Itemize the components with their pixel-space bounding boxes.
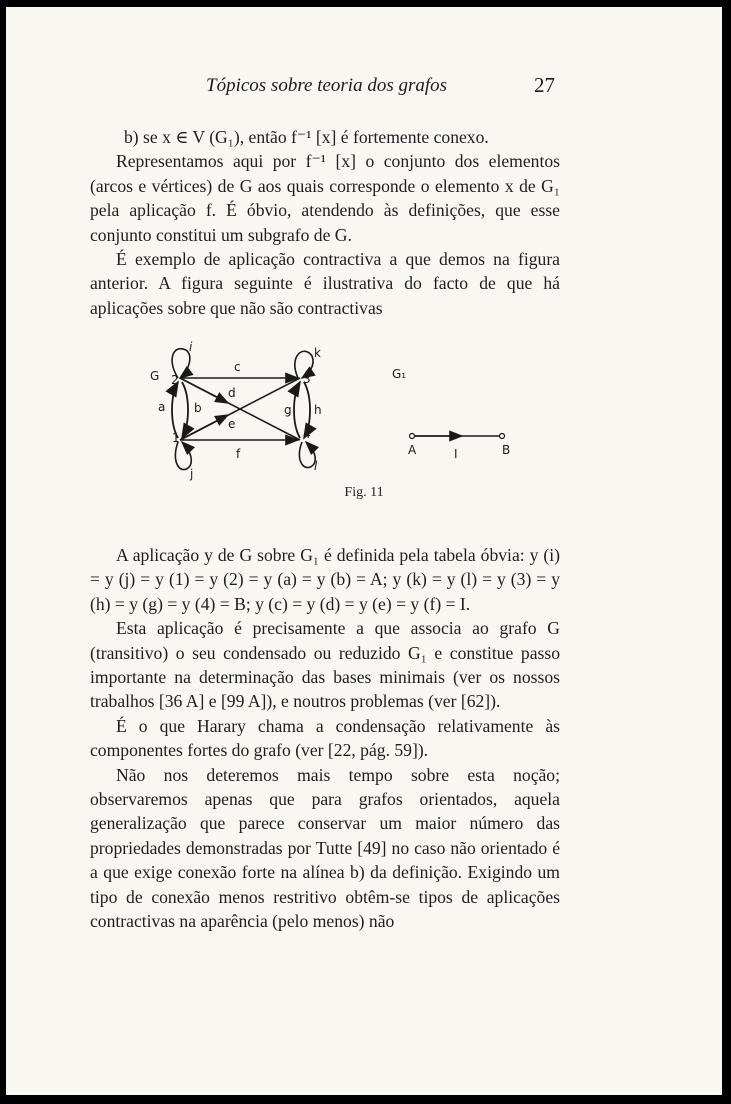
paragraph: Esta aplicação é precisamente a que associa ao grafo G (transitivo) o seu condensado ou reduzido G₁ e constitue passo importante na determinação das bases minimais (ver os nossos trabalhos [36 A] e [99 A]), e noutros problemas (ver [62]). bbox=[90, 618, 560, 712]
loop-label-i: i bbox=[189, 340, 193, 354]
arc-b bbox=[182, 382, 188, 438]
arc-label-b: b bbox=[194, 401, 202, 415]
running-title: Tópicos sobre teoria dos grafos bbox=[206, 75, 448, 96]
vertex-3-label: 3 bbox=[303, 372, 311, 386]
arc-label-d: d bbox=[228, 386, 236, 400]
paragraph: Representamos aqui por f⁻¹ [x] o conjunto dos elementos (arcos e vértices) de G aos quais corresponde o elemento x de G₁ pela aplicação f. É óbvio, atendendo às definições, que esse conjunto constitui um subgrafo de G. bbox=[90, 151, 560, 245]
book-page bbox=[6, 7, 722, 1095]
graph-g1-label: G₁ bbox=[392, 367, 407, 381]
loop-label-k: k bbox=[314, 346, 321, 360]
page-number: 27 bbox=[534, 73, 555, 97]
paragraph: É exemplo de aplicação contractiva a que demos na figura anterior. A figura seguinte é ilustrativa do facto de que há aplicações sobre que não são contractivas bbox=[90, 249, 560, 318]
text-block-bottom bbox=[90, 543, 560, 934]
vertex-2-label: 2 bbox=[171, 373, 179, 387]
arc-label-h: h bbox=[314, 403, 322, 417]
paragraph: b) se x ∈ V (G₁), então f⁻¹ [x] é fortemente conexo. bbox=[124, 127, 489, 147]
arc-label-a: a bbox=[158, 400, 166, 414]
vertex-1-label: 1 bbox=[172, 431, 180, 445]
vertex-4-label: 4 bbox=[303, 427, 311, 441]
paragraph: A aplicação y de G sobre G₁ é definida pela tabela óbvia: y (i) = y (j) = y (1) = y (2) = y (a) = y (b) = A; y (k) = y (l) = y (3) = y (h) = y (g) = y (4) = B; y (c) = y (d) = y (e) = y (f) = I. bbox=[90, 545, 560, 614]
g1-vertex-b bbox=[500, 434, 505, 439]
paragraph: É o que Harary chama a condensação relativamente às componentes fortes do grafo (ver [22, pág. 59]). bbox=[90, 715, 560, 761]
loop-label-j: j bbox=[190, 467, 194, 481]
figure-caption: Fig. 11 bbox=[344, 485, 384, 500]
g1-vertex-b-label: B bbox=[502, 443, 511, 457]
g1-vertex-a-label: A bbox=[408, 443, 417, 457]
text-block-top bbox=[90, 125, 560, 320]
g1-vertex-a bbox=[410, 434, 415, 439]
loop-j bbox=[175, 442, 191, 470]
page-header bbox=[6, 73, 722, 103]
arc-label-e: e bbox=[228, 417, 236, 431]
graph-g-label: G bbox=[150, 369, 160, 383]
arc-label-c: c bbox=[234, 360, 241, 374]
arc-g bbox=[294, 382, 300, 438]
figure-11 bbox=[136, 334, 516, 484]
loop-l bbox=[299, 442, 315, 468]
paragraph: Não nos deteremos mais tempo sobre esta noção; observaremos apenas que para grafos orientados, aquela generalização que parece conservar um maior número das propriedades demonstradas por Tutte [49] no caso não orientado é a que exige conexão forte na alínea b) da definição. Exigindo um tipo de conexão menos restritivo obtêm-se tipos de aplicações contractivas na aparência (pelo menos) não bbox=[90, 764, 560, 932]
arc-a bbox=[172, 382, 178, 438]
arc-label-f: f bbox=[236, 447, 241, 461]
loop-label-l: l bbox=[314, 459, 318, 473]
g1-arc-label: I bbox=[454, 447, 458, 461]
arc-label-g: g bbox=[284, 403, 292, 417]
